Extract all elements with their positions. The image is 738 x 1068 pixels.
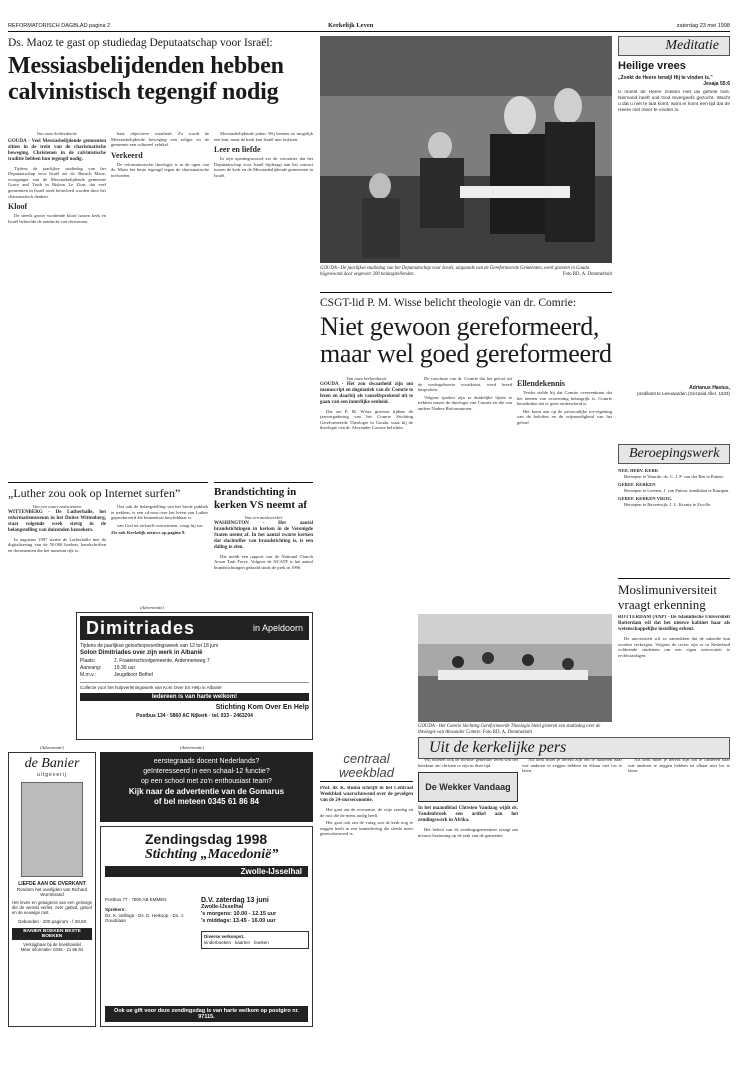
lead-byline: Van onze kerkredactie	[36, 131, 78, 136]
uit-kerkelijke-pers-header: Uit de kerkelijke pers	[418, 737, 730, 759]
beroepingswerk-text-1: Beroepen te Waarde: ds. C. J. P. van der Bas te Putten.	[624, 473, 724, 479]
comrie-col-1	[320, 376, 413, 676]
ad-macedonie-program: kinderboeken · kaarten · boeken	[204, 939, 269, 945]
photo-top-caption	[320, 266, 612, 278]
ad-gomarus-line5: of bel meteen 0345 61 86 84	[154, 797, 259, 806]
comrie-article	[320, 292, 612, 662]
ad-dimitriades-org: Stichting Kom Over En Help	[215, 704, 309, 711]
pers-col-2	[418, 757, 518, 1027]
ad-macedonie-date: D.V. zaterdag 13 juni	[201, 897, 269, 904]
photo-speaker-platform	[320, 36, 612, 263]
beroepingswerk-header: Beroepingswerk	[618, 444, 730, 464]
masthead-section: Kerkelijk Leven	[328, 22, 374, 29]
moslim-article	[618, 578, 730, 728]
lead-body-6: Messiasbelijdende joden. Wij kennen zo mogelijk een ban, maar de kerk kan Israël niet loslaten.	[214, 131, 313, 142]
ad-gomarus-line2: geïnteresseerd in een schaal-12 functie?	[143, 768, 270, 775]
ad-banier-price: Gebonden - 200 pagina's - f 28,50	[17, 918, 87, 924]
comrie-headline: Niet gewoon gereformeerd, maar wel goed gereformeerd	[320, 312, 612, 368]
lead-article	[8, 36, 313, 476]
masthead-date: zaterdag 23 mei 1998	[676, 23, 730, 29]
lead-col-3	[214, 131, 313, 476]
meditatie-title: Heilige vrees	[618, 60, 686, 72]
ad-macedonie-footer: Ook ue gift voor deze zendingsdag is van harte welkom op postgiro nr. 97115.	[105, 1006, 308, 1022]
comrie-intro: GOUDA - Het zou dwaasheid zijn om manuscript en dogmatiek van dr. Comrie te lezen en daarbij als vanzelfsprekend uit te gaan van een innerlijke eenheid.	[320, 381, 413, 405]
moslim-headline: Moslimuniversiteit vraagt erkenning	[618, 582, 717, 612]
pers-col-3	[522, 757, 622, 1027]
meditatie-ref: Jesaja 55:6	[703, 81, 730, 87]
masthead-paper-name: REFORMATORISCH DAGBLAD pagina 2	[8, 23, 111, 29]
comrie-body-3: Volgens spreker zijn er duidelijke lijnen te trekken tussen de theologie van Comrie en die van andere Nadere Reformatoren.	[418, 394, 512, 411]
comrie-body-2: De conclusie van dr. Comrie dat het geloof uit de wedergeboorte voortkomt, werd breed besproken.	[418, 376, 512, 393]
lead-headline: Messiasbelijdenden hebben calvinistisch tegengif nodig	[8, 53, 284, 105]
meditatie-header: Meditatie	[618, 36, 730, 56]
moslim-body: De universiteit wil zo aantrekken dat de subsidie kan worden verkregen. Volgens de rector zijn er in Nederland voldoende studenten om een eigen universiteit te rechtvaardigen.	[618, 636, 730, 658]
moslim-intro: ROTTERDAM (ANP) - De Islamitische Universiteit Rotterdam wil dat het nieuwe kabinet haar als wetenschappelijke instelling erkent.	[618, 615, 730, 632]
pers-weekblad-logo	[320, 752, 413, 782]
lead-body-1: Tijdens de jaarlijkse studiedag van het Deputaatschap voor Israël zei ds. Baruch Maoz, voorganger van de Messiasbelijdende gemeente Grace and Truth in Rishon Le Zion, dat veel gemeenten in Israël sterk beïnvloed worden door het charismatisch denken.	[8, 165, 106, 199]
ad-macedonie-place: Zwolle-IJsselhal	[105, 866, 308, 877]
ad-dimitriades-line3: Collecte voor het hulpverleningswerk van Kom Over En Help in Albanië	[80, 682, 309, 690]
ad-gomarus-label: (Advertentie)	[180, 745, 204, 750]
comrie-sub-ellende: Ellendekennis	[517, 379, 566, 388]
pers-weekblad-name: centraal weekblad	[339, 751, 394, 780]
pers-body-1: Het gaat om de economie, de vrije zondag en de rust die de mens nodig heeft.	[320, 807, 413, 818]
ad-dimitriades-name: Dimitriades	[86, 617, 196, 638]
ad-banier-book-cover	[21, 782, 83, 877]
ad-macedonie	[100, 826, 313, 1027]
photo-meeting-image	[418, 614, 612, 722]
pers-vandaag-name: De Wekker Vandaag	[425, 782, 511, 793]
meditatie-author-role: predikant te Leeuwarden (Gezaaid Aller, 1633)	[637, 391, 730, 396]
ad-macedonie-org: Stichting „Macedonië”	[145, 847, 279, 862]
comrie-byline: Van onze kerkredactie	[346, 376, 387, 381]
pers-body-4: Wij moeten ook de nieuwe generatie leren wat het betekent om christen te zijn in deze tijd.	[418, 757, 518, 768]
internet-intro: WITTENBERG - De Lutherhalle, het reformatiemuseum in het Duitse Wittenberg, staat volgende week stevig in de belangstelling van duizenden bezoekers.	[8, 509, 106, 533]
pers-body-5: Als kerk moet je bereid zijn om te luisteren naar wat anderen te zeggen hebben en elkaar niet los te laten.	[522, 757, 622, 774]
internet-headline: „Luther zou ook op Internet surfen”	[8, 486, 181, 500]
lead-sub-verkeerd: Verkeerd	[111, 150, 143, 160]
ad-macedonie-venue: Zwolle-IJsselhal	[201, 904, 244, 910]
beroepingswerk-text-2: Beroepen te Loenen: J. van Putten, kandidaat te Kampen.	[624, 487, 730, 493]
lead-kicker: Ds. Maoz te gast op studiedag Deputaatschap voor Israël:	[8, 37, 273, 49]
beroepingswerk-text-3: Beroepen te Ravenwijk: J. L. Krontz te Zwolle.	[624, 501, 712, 507]
photo-speaker-image	[320, 36, 612, 263]
internet-body-2: Om ook de belangstelling van het brede publiek te trekken, is een cd-rom over het leven van Luther geproduceerd die binnenkort beschikbaar is.	[111, 504, 208, 521]
beroepingswerk-church-3: GEREF. KERKEN VRIJG.	[618, 496, 673, 502]
internet-col-1	[8, 504, 106, 604]
lead-body-5: In zijn openingswoord zei de voorzitter dat het Deputaatschap voor Israël bijdraagt aan het contact tussen de kerk en de Messiasbelijdende gemeenten in Israël.	[214, 156, 313, 178]
brandstichting-headline: Brandstichting in kerken VS neemt af	[214, 486, 307, 511]
lead-sub-kloof: Kloof	[8, 202, 28, 212]
ad-banier-shop: BANIER BOEKEN BESTE BOEKEN	[12, 928, 92, 940]
ad-banier-text: Het leven en getuigenis van een gelovige die de wereld verliet, over gebed, geloof en de eeuwige rust.	[12, 900, 92, 916]
beroepingswerk-church-2: GEREF. KERKEN	[618, 482, 656, 488]
lead-body-3: haar objectieve waarheid. Zo wordt de Messiasbelijdende beweging een religie en de gemeente een cultureel vehikel.	[111, 131, 209, 148]
ad-banier-name: de Banier	[24, 756, 80, 771]
meditatie-body: U moest de Heere zoeken met uw gehele hart. Niemand heeft ooit God tevergeefs gezocht. Wacht u dat u niet te laat komt, want er komt een tijd dat de Heere niet meer te vinden is.	[618, 90, 730, 113]
ad-macedonie-speakers: Ds. K. Vallinga · Ds. D. Heikoop · Ds. J. Goudriaan	[105, 912, 184, 924]
ad-dim-v2: 19.30 uur	[114, 665, 136, 671]
ad-banier-author: Rondom het overlijden van Richard Wurmbrand	[16, 887, 88, 897]
pers-lead-2: In het maandblad Christen Vandaag wijdt ds. Vandenbroek een artikel aan het zendingswerk in Afrika.	[418, 806, 518, 824]
pers-body-5b: Als kerk moet je bereid zijn om te luisteren naar wat anderen te zeggen hebben en elkaar niet los te laten.	[628, 757, 730, 774]
brandstichting-intro: WASHINGTON - Het aantal brandstichtingen in kerken in de Verenigde Staten neemt af. In het aantal zwarte kerken dat slachtoffer van brandstichting is, is een daling te zien.	[214, 520, 313, 550]
brandstichting-body	[214, 515, 313, 595]
ad-dim-v3: Jeugdkoor Bethel	[114, 672, 153, 678]
ad-banier-label: (Advertentie)	[40, 745, 64, 750]
brandstichting-body-1: Dat meldt een rapport van de National Church Arson Task Force. Volgens de NCATF is het aantal brandstichtingen gedaald sinds de piek in 1996.	[214, 553, 313, 570]
beroepingswerk-church-1: NED. HERV. KERK	[618, 468, 659, 473]
ad-dimitriades-footer: Iedereen is van harte welkom!	[80, 693, 309, 701]
ad-dimitriades-line2: Solon Dimitriades over zijn werk in Albanië	[80, 650, 203, 656]
comrie-kicker: CSGT-lid P. M. Wisse belicht theologie van dr. Comrie:	[320, 297, 577, 309]
ad-banier	[8, 752, 96, 1027]
brandstichting-byline: Van een medewerker	[244, 515, 283, 520]
ad-dimitriades	[76, 612, 313, 740]
pers-body-2: Het gaat ook om de vraag wat de kerk nog te zeggen heeft in een samenleving die steeds meer geseculariseerd is.	[320, 820, 413, 837]
meditatie-column	[618, 36, 730, 441]
internet-footer: Zie ook Kerkelijk nieuws op pagina 9.	[111, 530, 186, 536]
ad-banier-cover-line: LIEFDE AAN DE OVERKANT	[18, 881, 86, 887]
ad-dim-k3: M.m.v.:	[80, 672, 97, 678]
photo-mid-credit: Foto RD, A. Dommerholt	[482, 729, 532, 735]
pers-vandaag-logo	[418, 772, 518, 802]
ad-gomarus	[100, 752, 313, 822]
meditatie-quote: „Zoekt de Heere terwijl Hij te vinden is.”	[618, 75, 713, 81]
lead-sub-leer: Leer en liefde	[214, 145, 261, 155]
ad-dimitriades-label: (Advertentie)	[140, 605, 164, 610]
ad-banier-sub: uitgeverij	[36, 772, 67, 778]
ad-gomarus-line1: eerstegraads docent Nederlands?	[153, 758, 260, 765]
ad-macedonie-speakers-title: Sprekers:	[105, 906, 126, 912]
internet-col-2	[111, 504, 208, 604]
ad-dimitriades-line1: Tijdens de jaarlijkse geloofsopvoedingsweek van 12 tot 18 juni	[80, 643, 218, 649]
page-masthead	[8, 20, 730, 32]
photo-mid-caption	[418, 724, 612, 736]
internet-body-3: van God tot zichzelf overwinnen, voegt hij toe.	[117, 522, 204, 528]
internet-article	[8, 482, 208, 602]
pers-lead-1: Prof. dr. K. Runia schrijft in het Centraal Weekblad waarschuwend over de gevolgen van de 24-uurseconomie.	[320, 786, 413, 803]
comrie-body-4: Verder stelde hij dat Comrie overeenkomt dat het nemen van verzoening belangrijk is. Comrie benadrukte dat er geen onderscheid is.	[517, 390, 612, 407]
ad-dimitriades-tag: in Apeldoorn	[252, 623, 303, 633]
beroepingswerk-column	[618, 444, 730, 574]
internet-body-1: In augustus 1997 startte de Lutherhalle met de digitalisering van de 50.000 boeken, handschriften en documenten die het museum rijk is.	[8, 536, 106, 553]
ad-macedonie-times2: 's middags: 13.45 - 16.00 uur	[201, 918, 276, 924]
pers-body-3: Het beleid van de zendingsgemeenten vraagt om nieuwe bezinning op de taak van de gemeente.	[418, 827, 518, 838]
ad-macedonie-times1: 's morgens: 10.00 - 12.15 uur	[201, 911, 277, 917]
ad-dimitriades-address: Postbus 134 · 5860 AC Nijkerk · tel. 033 - 2463204	[136, 713, 253, 719]
ad-macedonie-title: Zendingsdag 1998	[145, 831, 268, 847]
internet-byline: Van een onzer redacteuren	[32, 504, 82, 509]
ad-banier-info: Verkrijgbaar bij de boekhandel	[23, 941, 81, 947]
ad-gomarus-line4: Kijk naar de advertentie van de Gomarus	[128, 787, 285, 796]
lead-body-2: De steeds groter wordende kloof tussen kerk en Israël behoefde de aandacht van christenen.	[8, 213, 106, 224]
ad-dim-v1: J. Fraaterschoolgemeente, Ardennenweg 7	[114, 658, 210, 664]
photo-mid-caption-text: GOUDA - Het Comrie Stichting Gereformeerde Theologie hield gisteren een studiedag over de theologie van Alexander Comrie.	[418, 724, 601, 735]
ad-macedonie-postbox: Postbus 77 · 7800 AB EMMEN	[105, 897, 167, 902]
pers-col-4	[628, 757, 730, 1027]
lead-body-4: De reformatorische theologie is in de ogen van ds. Maoz het beste tegengif tegen de charismatische invloeden.	[111, 161, 209, 178]
lead-intro: GOUDA - Veel Messiasbelijdende gemeenten zitten in de trein van de charismatische beweging. Christenen in de calvinistische traditie hebben hun tegengif nodig.	[8, 138, 106, 162]
ad-gomarus-line3: op een school met zo'n enthousiast team?	[141, 778, 272, 785]
brandstichting-article	[214, 482, 313, 602]
comrie-body-1: Dat zei P. M. Wisse gisteren tijdens de jaarvergadering van het Comrie Stichting Gereformeerde Theologie in Gouda, waar hij de theologie van dr. Alexander Comrie belichtte.	[320, 408, 413, 431]
photo-comrie-meeting	[418, 614, 612, 722]
photo-top-caption-text: GOUDA - De jaarlijkse studiedag van het Deputaatschap voor Israël, uitgaande van de Gereformeerde Gemeenten, werd gisteren in Gouda bijgewoond door ongeveer 200 belangstellenden.	[320, 266, 590, 277]
ad-banier-phone: Meer informatie: 0345 - 21 86 84	[20, 946, 84, 952]
ad-dim-k1: Plaats:	[80, 658, 96, 664]
pers-col-1	[320, 786, 413, 1026]
ad-dim-k2: Aanvang:	[80, 665, 102, 671]
ad-macedonie-program-title: Diverse verkoopst.	[204, 934, 245, 939]
photo-top-credit: Foto RD, A. Dommerholt	[562, 271, 612, 277]
comrie-body-5: Het komt aan op de persoonlijke toe-eigening van de beloften en de vrijmoedigheid van het geloof.	[517, 408, 612, 425]
lead-col-1	[8, 131, 106, 476]
meditatie-author: Adrianus Hasius,	[689, 385, 730, 391]
lead-col-2	[111, 131, 209, 476]
